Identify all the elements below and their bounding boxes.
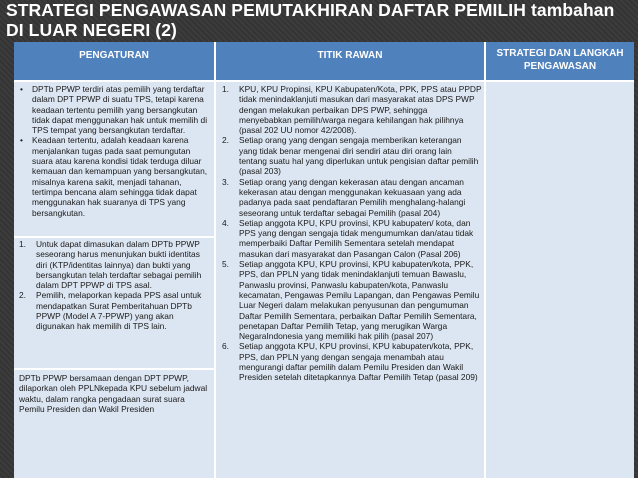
item-number: 4.: [222, 217, 229, 228]
item-text: Pemilih, melaporkan kepada PPS asal untuk mendapatkan Surat Pemberitahuan DPTb PPWP (Model A 7-PPWP) yang akan digunakan hak memilih di TPS lain.: [36, 290, 202, 332]
titik-rawan-item: [222, 84, 482, 135]
pengaturan-bullets-cell: [14, 82, 214, 236]
pengaturan-numbered-item: [19, 290, 211, 331]
item-number: 3.: [222, 176, 229, 187]
header-strategi: [486, 42, 634, 80]
item-text: Setiap anggota KPU, KPU provinsi, KPU kabupaten/kota, PPK, PPS, dan PPLN yang tidak menindaklanjuti temuan Bawaslu, Panwaslu provinsi, Panwaslu kabupaten/kota, Panwaslu kecamatan, Pengawas Pemilu Lapangan, dan Pengawas Pemilu Luar Negeri dalam melakukan penyusunan dan pengumuman Daftar Pemilih Sementara, perbaikan Daftar Pemilih Sementara, penetapan Daftar Pemilih Tetap, yang merugikan Warga NegaraIndonesia yang memiliki hak pilih (pasal 207): [239, 259, 480, 342]
titik-rawan-item: [222, 135, 482, 176]
item-number: 5.: [222, 259, 229, 270]
titik-rawan-item: [222, 341, 482, 382]
titik-rawan-item: [222, 259, 482, 341]
titik-rawan-cell: [216, 82, 484, 478]
item-number: 2.: [222, 135, 229, 146]
item-text: Setiap anggota KPU, KPU provinsi, KPU kabupaten/ kota, dan PPS yang dengan sengaja tidak mengumumkan dan/atau tidak memperbaiki Daftar Pemilih Sementara setelah mendapat masukan dari masyarakat dan Pasangan Calon (Pasal 206): [239, 217, 474, 259]
item-text: Setiap anggota KPU, KPU provinsi, KPU kabupaten/kota, PPK, PPS, dan PPLN yang dengan sengaja menambah atau mengurangi daftar pemilih dalam Pemilu Presiden dan Wakil Presiden setelah ditetapkannya Daftar Pemilih Tetap (pasal 209): [239, 341, 478, 383]
pengaturan-note: DPTb PPWP bersamaan dengan DPT PPWP, dilaporkan oleh PPLNkepada KPU sebelum jadwal waktu, dalam rangka pengadaan surat suara Pemilu Presiden dan Wakil Presiden: [19, 373, 208, 414]
item-number: 1.: [222, 84, 229, 94]
pengaturan-numbered-cell: [14, 238, 214, 368]
item-number: 6.: [222, 341, 229, 352]
strategi-cell: [486, 82, 634, 478]
header-pengaturan: [14, 42, 214, 80]
item-text: Untuk dapat dimasukan dalam DPTb PPWP seseorang harus menunjukan bukti identitas diri (KTP/identitas lainnya) dan bukti yang bersangkutan telah terdaftar sebagai pemilih dalam DPT PPWP di TPS asal.: [36, 239, 202, 291]
pengaturan-numbered-item: [19, 239, 211, 290]
item-text: Setiap orang yang dengan sengaja memberikan keterangan yang tidak benar mengenai diri sendiri atau diri orang lain tentang suatu hal yang diperlukan untuk pengisian daftar pemilih (pasal 203): [239, 135, 479, 177]
titik-rawan-item: [222, 177, 482, 218]
header-titik-rawan-label: TITIK RAWAN: [317, 50, 383, 61]
item-text: KPU, KPU Propinsi, KPU Kabupaten/Kota, PPK, PPS atau PPDP tidak menindaklanjuti masukan dari masyarakat atas DPS PWP dengan melakukan perbaikan DPS PWP, sehingga menyebabkan pemilih/warga negara kehilangan hak pilihnya (pasal 202 UU nomor 42/2008).: [239, 84, 482, 136]
item-text: Setiap orang yang dengan kekerasan atau dengan ancaman kekerasan atau dengan menggunakan kekuasaan yang ada padanya pada saat pendaftaran Pemilih menghalang-halangi seseorang untuk terdaftar sebagai Pemilih (pasal 204): [239, 176, 466, 218]
header-pengaturan-label: PENGATURAN: [79, 50, 149, 61]
strategy-table: [14, 42, 634, 478]
header-strategi-label: STRATEGI DAN LANGKAH PENGAWASAN: [496, 48, 624, 72]
header-titik-rawan: [216, 42, 484, 80]
item-number: 2.: [19, 290, 26, 301]
titik-rawan-item: [222, 218, 482, 259]
slide-title: STRATEGI PENGAWASAN PEMUTAKHIRAN DAFTAR PEMILIH tambahan DI LUAR NEGERI (2): [6, 0, 615, 40]
pengaturan-bullet: • Keadaan tertentu, adalah keadaan karena menjalankan tugas pada saat pemungutan suara atau karena kondisi tidak terduga diluar kemauan dan kemampuan yang bersangkutan, misalnya karena sakit, menjadi tahanan, tertimpa bencana alam sehingga tidak dapat menggunakan hak suaranya di TPS yang bersangkutan.: [19, 135, 211, 217]
pengaturan-bullet: • DPTb PPWP terdiri atas pemilih yang terdaftar dalam DPT PPWP di suatu TPS, tetapi karena keadaan tertentu pemilih yang bersangkutan tidak dapat menggunakan hak untuk memilih di TPS tempat yang bersangkutan terdaftar.: [19, 84, 211, 135]
item-number: 1.: [19, 239, 26, 249]
pengaturan-note-cell: [14, 370, 214, 478]
